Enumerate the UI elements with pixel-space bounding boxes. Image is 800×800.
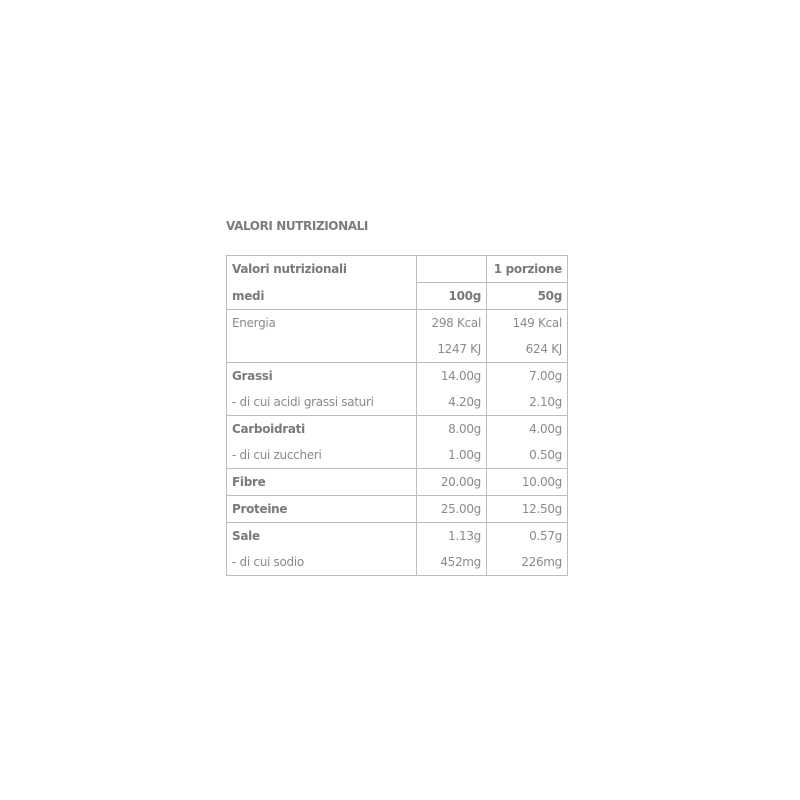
table-row	[227, 442, 568, 469]
nutrient-label: - di cui sodio	[227, 549, 417, 576]
value-per-portion: 226mg	[487, 549, 568, 576]
nutrient-label: Carboidrati	[227, 416, 417, 443]
nutrient-label: - di cui zuccheri	[227, 442, 417, 469]
table-row	[227, 523, 568, 550]
value-per-portion: 0.57g	[487, 523, 568, 550]
table-row	[227, 549, 568, 576]
nutrient-label: Grassi	[227, 363, 417, 390]
header-portion-top: 1 porzione	[487, 256, 568, 283]
value-per-100g: 1247 KJ	[417, 336, 487, 363]
nutrient-label: Proteine	[227, 496, 417, 523]
table-row	[227, 336, 568, 363]
value-per-100g: 298 Kcal	[417, 310, 487, 337]
value-per-portion: 12.50g	[487, 496, 568, 523]
table-header-row	[227, 283, 568, 310]
value-per-portion: 7.00g	[487, 363, 568, 390]
table-row	[227, 310, 568, 337]
value-per-100g: 25.00g	[417, 496, 487, 523]
header-portion: 50g	[487, 283, 568, 310]
value-per-100g: 1.13g	[417, 523, 487, 550]
table-row	[227, 389, 568, 416]
nutrient-label: Fibre	[227, 469, 417, 496]
value-per-portion: 0.50g	[487, 442, 568, 469]
header-label-line2: medi	[227, 283, 417, 310]
value-per-100g: 20.00g	[417, 469, 487, 496]
nutrition-table-body	[227, 256, 568, 576]
value-per-portion: 624 KJ	[487, 336, 568, 363]
section-title: VALORI NUTRIZIONALI	[226, 219, 368, 233]
header-100-top	[417, 256, 487, 283]
nutrient-label: Energia	[227, 310, 417, 337]
table-header-row	[227, 256, 568, 283]
value-per-portion: 2.10g	[487, 389, 568, 416]
table-row	[227, 496, 568, 523]
value-per-100g: 4.20g	[417, 389, 487, 416]
value-per-portion: 10.00g	[487, 469, 568, 496]
nutrient-label: - di cui acidi grassi saturi	[227, 389, 417, 416]
table-row	[227, 469, 568, 496]
header-100: 100g	[417, 283, 487, 310]
nutrition-table	[226, 255, 568, 576]
value-per-100g: 452mg	[417, 549, 487, 576]
header-label-line1: Valori nutrizionali	[227, 256, 417, 283]
table-row	[227, 363, 568, 390]
value-per-100g: 1.00g	[417, 442, 487, 469]
value-per-portion: 4.00g	[487, 416, 568, 443]
value-per-100g: 14.00g	[417, 363, 487, 390]
value-per-100g: 8.00g	[417, 416, 487, 443]
value-per-portion: 149 Kcal	[487, 310, 568, 337]
table-row	[227, 416, 568, 443]
nutrient-label	[227, 336, 417, 363]
nutrient-label: Sale	[227, 523, 417, 550]
